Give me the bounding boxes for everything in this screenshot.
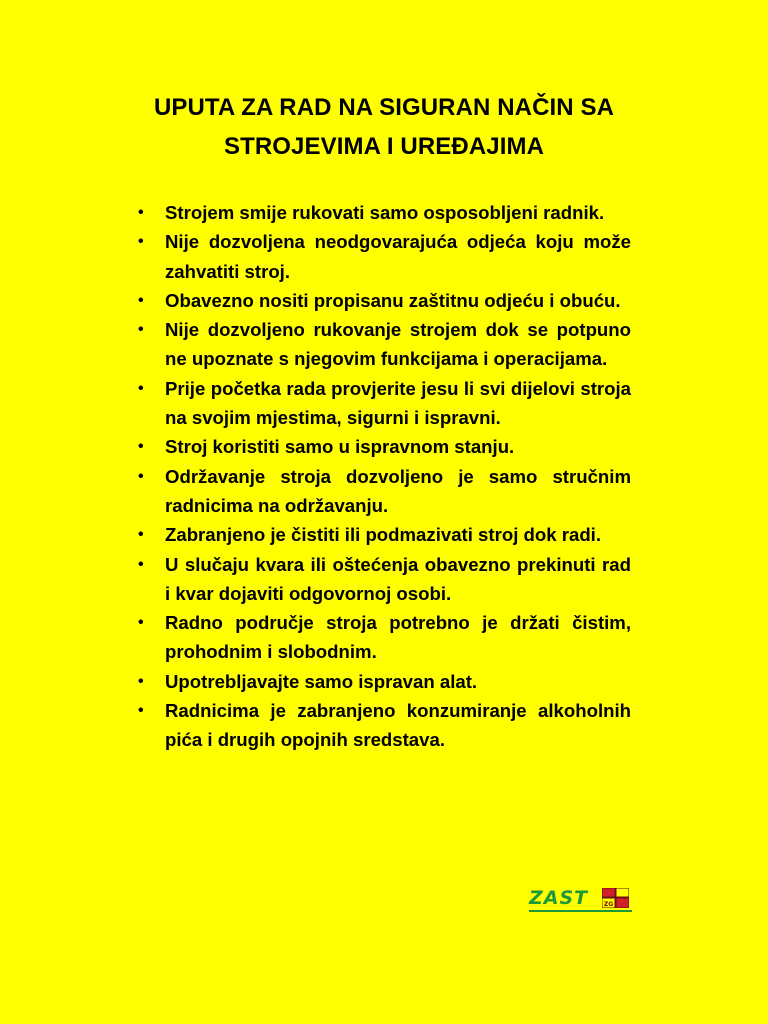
list-item-text: Strojem smije rukovati samo osposobljeni radnik. [165,202,605,223]
bullet-icon: • [138,467,144,485]
logo-text: ZAST [529,887,589,909]
list-item [137,667,631,696]
bullet-icon: • [138,672,144,690]
list-item [137,432,631,461]
list-item-text: Stroj koristiti samo u ispravnom stanju. [165,436,515,458]
list-item [137,286,631,315]
logo-underline [529,910,632,912]
safety-rules-list [137,198,631,755]
list-item-text: Radnicima je zabranjeno konzumiranje alkoholnih pića i drugih opojnih sredstava. [165,700,631,751]
list-item-text: U slučaju kvara ili oštećenja obavezno prekinuti rad i kvar dojaviti odgovornoj osobi. [165,553,631,604]
bullet-icon: • [138,438,144,456]
bullet-icon: • [138,291,144,309]
list-item [137,550,631,609]
bullet-icon: • [138,379,144,397]
list-item-text: Nije dozvoljeno rukovanje strojem dok se potpuno ne upoznate s njegovim funkcijama i operacijama. [165,319,631,370]
list-item-text: Zabranjeno je čistiti ili podmazivati stroj dok radi. [165,524,602,546]
title-line-2: STROJEVIMA I UREĐAJIMA [223,133,544,160]
bullet-icon: • [138,702,144,720]
page-title [100,88,668,166]
list-item [137,462,631,521]
list-item-text: Upotrebljavajte samo ispravan alat. [165,670,478,692]
bullet-icon: • [138,204,144,221]
zast-logo [529,885,632,915]
list-item [137,374,631,433]
list-item [137,198,631,227]
bullet-icon: • [138,555,144,573]
list-item-text: Obavezno nositi propisanu zaštitnu odjeću i obuću. [165,289,621,311]
bullet-icon: • [138,614,144,632]
bullet-icon: • [138,526,144,544]
logo-mark-icon [602,888,629,908]
title-line-1: UPUTA ZA RAD NA SIGURAN NAČIN SA [153,94,615,121]
list-item-text: Održavanje stroja dozvoljeno je samo stručnim radnicima na održavanju. [165,465,631,516]
list-item [137,520,631,549]
list-item-text: Prije početka rada provjerite jesu li svi dijelovi stroja na svojim mjestima, sigurni i ispravni. [165,377,631,429]
list-item-text: Radno područje stroja potrebno je držati čistim, prohodnim i slobodnim. [165,612,631,663]
list-item [137,227,631,286]
list-item [137,608,631,667]
bullet-icon: • [138,321,144,339]
svg-text:ZG: ZG [603,901,614,908]
list-item [137,696,631,755]
list-item [137,315,631,374]
bullet-icon: • [138,233,144,251]
list-item-text: Nije dozvoljena neodgovarajuća odjeća koju može zahvatiti stroj. [165,231,631,282]
